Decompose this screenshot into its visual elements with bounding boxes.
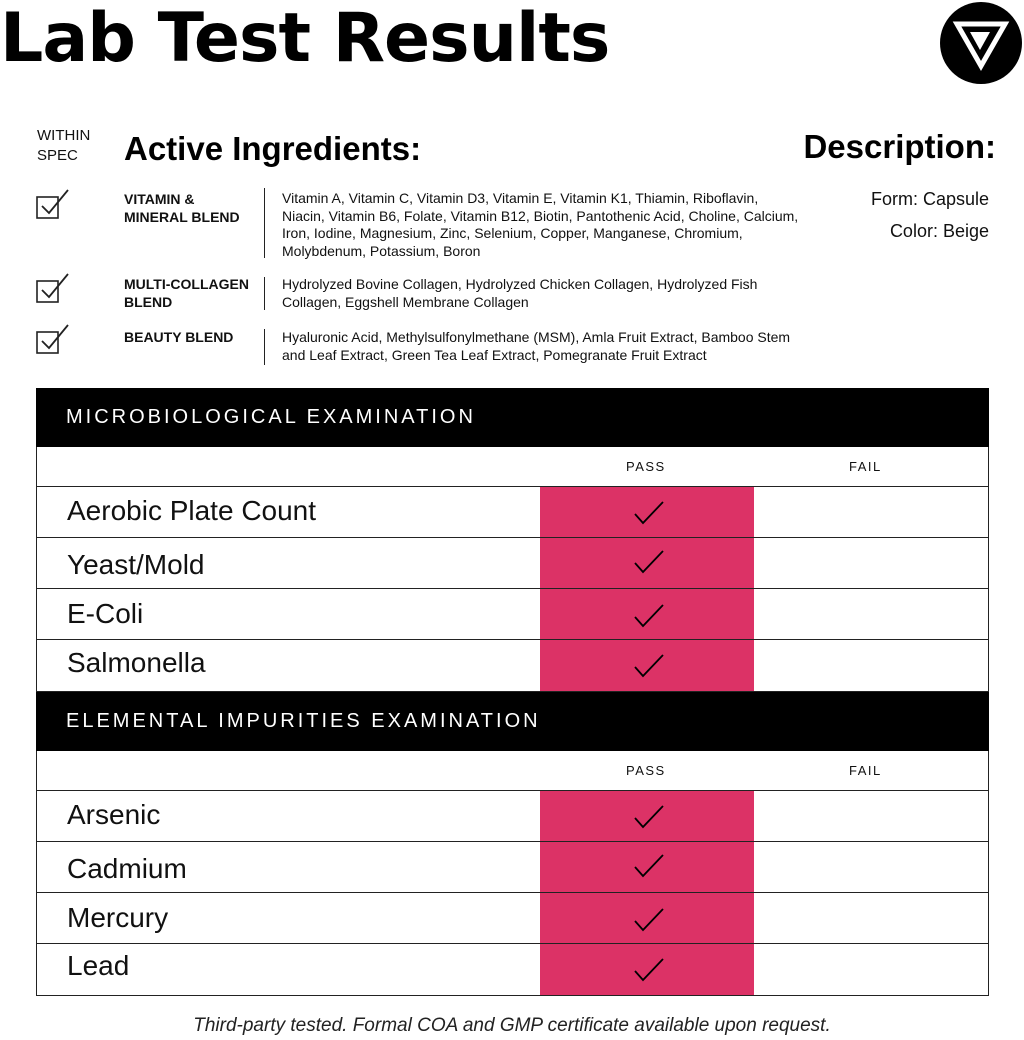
ingredient-row <box>0 272 800 312</box>
microbiological-table <box>36 388 989 692</box>
description-form: Form: Capsule <box>870 189 989 209</box>
row-label: Aerobic Plate Count <box>67 495 317 526</box>
section-header <box>36 388 989 447</box>
table-row <box>36 791 989 842</box>
checkbox-checked-icon <box>36 323 70 355</box>
elemental-impurities-table <box>36 692 989 996</box>
section-title: MICROBIOLOGICAL EXAMINATION <box>66 406 476 428</box>
pass-cell <box>540 487 754 537</box>
ingredient-name: BEAUTY BLEND <box>124 329 234 345</box>
fail-column-header: FAIL <box>849 763 882 778</box>
table-row <box>36 944 989 996</box>
description-heading: Description: <box>803 128 996 165</box>
section-header <box>36 692 989 751</box>
description-color: Color: Beige <box>889 221 989 241</box>
divider <box>264 188 265 258</box>
checkmark-icon <box>633 804 665 830</box>
table-row <box>36 487 989 538</box>
row-label: Mercury <box>67 902 169 933</box>
pass-cell <box>540 842 754 892</box>
fail-column-header: FAIL <box>849 459 882 474</box>
checkmark-icon <box>633 907 665 933</box>
ingredient-list: Hydrolyzed Bovine Collagen, Hydrolyzed Chicken Collagen, Hydrolyzed Fish Collagen, Eggshell Membrane Collagen <box>282 276 758 310</box>
pass-cell <box>540 791 754 841</box>
ingredient-row <box>0 323 800 365</box>
ingredient-row <box>0 188 800 260</box>
pass-cell <box>540 944 754 995</box>
row-label: E-Coli <box>67 598 144 629</box>
pass-cell <box>540 640 754 691</box>
pass-column-header: PASS <box>626 459 666 474</box>
divider <box>264 329 265 365</box>
pass-column-header: PASS <box>626 763 666 778</box>
row-label: Salmonella <box>67 647 206 678</box>
row-label: Arsenic <box>67 799 161 830</box>
section-title: ELEMENTAL IMPURITIES EXAMINATION <box>66 710 541 732</box>
column-header-row <box>36 751 989 791</box>
row-label: Yeast/Mold <box>67 549 205 580</box>
checkmark-icon <box>633 549 665 575</box>
checkmark-icon <box>633 603 665 629</box>
table-row <box>36 538 989 589</box>
checkbox-checked-icon <box>36 272 70 304</box>
table-row <box>36 640 989 692</box>
table-row <box>36 842 989 893</box>
active-ingredients-heading: Active Ingredients: <box>124 130 422 167</box>
within-spec-line1: WITHIN <box>37 127 91 144</box>
checkmark-icon <box>633 957 665 983</box>
footer-note: Third-party tested. Formal COA and GMP certificate available upon request. <box>193 1015 831 1036</box>
column-header-row <box>36 447 989 487</box>
v-triangle-logo-icon <box>940 2 1022 84</box>
checkmark-icon <box>633 653 665 679</box>
table-row <box>36 589 989 640</box>
checkmark-icon <box>633 500 665 526</box>
divider <box>264 277 265 310</box>
pass-cell <box>540 538 754 588</box>
ingredient-list: Vitamin A, Vitamin C, Vitamin D3, Vitamin E, Vitamin K1, Thiamin, Riboflavin, Niacin, Vitamin B6, Folate, Vitamin B12, Biotin, Pantothenic Acid, Choline, Calcium, Iron, Iodine, Magnesium, Zinc, Selenium, Copper, Manganese, Chromium, Molybdenum, Potassium, Boron <box>282 190 799 259</box>
row-label: Cadmium <box>67 853 187 884</box>
checkbox-checked-icon <box>36 188 70 220</box>
checkmark-icon <box>633 853 665 879</box>
ingredient-list: Hyaluronic Acid, Methylsulfonylmethane (MSM), Amla Fruit Extract, Bamboo Stem and Leaf Extract, Green Tea Leaf Extract, Pomegranate Fruit Extract <box>282 329 791 363</box>
within-spec-label <box>37 126 90 166</box>
within-spec-line2: SPEC <box>37 147 78 164</box>
ingredient-name: VITAMIN & MINERAL BLEND <box>124 191 240 225</box>
page-title: Lab Test Results <box>0 0 610 78</box>
table-row <box>36 893 989 944</box>
row-label: Lead <box>67 950 130 981</box>
pass-cell <box>540 589 754 639</box>
ingredient-name: MULTI-COLLAGEN BLEND <box>124 276 249 310</box>
pass-cell <box>540 893 754 943</box>
